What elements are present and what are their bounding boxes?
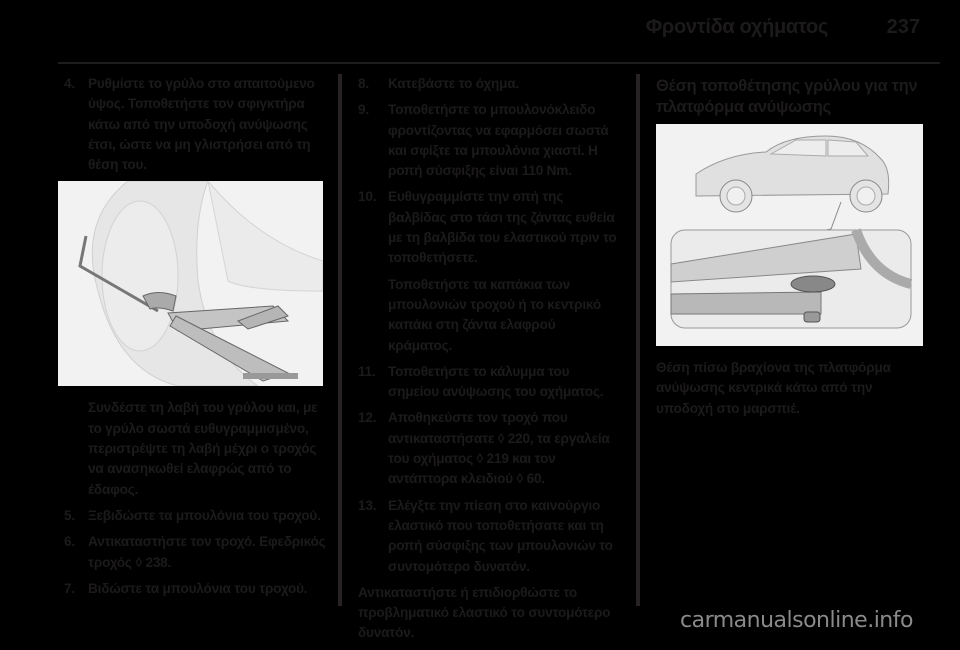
column-1 <box>64 74 330 605</box>
step-6 <box>64 532 330 573</box>
column-divider <box>636 74 640 606</box>
step-text: Ρυθμίστε το γρύλο στο απαιτούμενο ύψος. Τοποθετήστε τον σφιγκτήρα κάτω από την υποδοχή ανύψωσης έτσι, ώστε να μη γλιστρήσει από τη θέση του. <box>88 76 315 173</box>
step-5 <box>64 506 330 526</box>
step-number: 11. <box>358 363 376 379</box>
step-number: 6. <box>64 534 75 550</box>
step-text: Αποθηκεύστε τον τροχό που αντικαταστήσατε ◊ 220, τα εργαλεία του οχήματος ◊ 219 και τον αντάπτορα κλειδιού ◊ 60. <box>388 410 610 487</box>
figure-caption: Θέση πίσω βραχίονα της πλατφόρμα ανύψωσης κεντρικά κάτω από την υποδοχή στο μαρσπιέ. <box>656 360 891 416</box>
column-3 <box>656 74 928 425</box>
section-title: Φροντίδα οχήματος <box>645 16 828 38</box>
jack-under-car-icon <box>58 181 323 386</box>
step-number: 9. <box>358 102 369 118</box>
step-text: Αντικαταστήστε τον τροχό. Εφεδρικός τροχός ◊ 238. <box>88 534 326 570</box>
car-lift-point-icon <box>656 124 923 346</box>
step-text: Βιδώστε τα μπουλόνια του τροχού. <box>88 580 308 596</box>
step-text: Ευθυγραμμίστε την οπή της βαλβίδας στο τάσι της ζάντας ευθεία με τη βαλβίδα του ελαστικού πριν το τοποθετήσετε. <box>388 189 617 266</box>
step-8 <box>358 74 622 94</box>
closing-note: Αντικαταστήστε ή επιδιορθώστε το προβληματικό ελαστικό το συντομότερο δυνατόν. <box>358 584 611 641</box>
step-text: Ελέγξτε την πίεση στο καινούργιο ελαστικό που τοποθετήσατε και τη ροπή σύσφιξης των μπουλονιών το συντομότερο δυνατόν. <box>388 497 613 574</box>
step-13 <box>358 496 622 577</box>
step-10-note: Τοποθετήστε τα καπάκια των μπουλονιών τροχού ή το κεντρικό καπάκι στη ζάντα ελαφρού κράματος. <box>388 276 601 353</box>
column-2 <box>358 74 622 650</box>
step-number: 10. <box>358 189 377 205</box>
page-number: 237 <box>886 16 920 38</box>
watermark: carmanualsonline.info <box>680 608 913 633</box>
page-header <box>58 0 940 64</box>
step-text: Ξεβιδώστε τα μπουλόνια του τροχού. <box>88 507 321 523</box>
step-11 <box>358 362 622 403</box>
section-heading: Θέση τοποθέτησης γρύλου για την πλατφόρμα ανύψωσης <box>656 77 918 116</box>
step-number: 8. <box>358 76 369 91</box>
step-12 <box>358 408 622 489</box>
step-7 <box>64 579 330 599</box>
step-text: Κατεβάστε το όχημα. <box>388 76 519 91</box>
step-10 <box>358 187 622 268</box>
step-number: 12. <box>358 410 377 426</box>
step-number: 4. <box>64 76 75 91</box>
jack-illustration <box>58 181 323 386</box>
lift-point-illustration <box>656 124 923 346</box>
step-text: Τοποθετήστε το μπουλονόκλειδο φροντίζοντας να εφαρμόσει σωστά και σφίξτε τα μπουλόνια χιαστί. Η ροπή σύσφιξης είναι 110 Nm. <box>388 102 609 179</box>
step-number: 13. <box>358 497 377 513</box>
step-9 <box>358 100 622 181</box>
step-text: Τοποθετήστε το κάλυμμα του σημείου ανύψωσης του οχήματος. <box>388 363 604 400</box>
step-4 <box>64 74 330 175</box>
step-4-continuation: Συνδέστε τη λαβή του γρύλου και, με το γρύλο σωστά ευθυγραμμισμένο, περιστρέψτε τη λαβή μέχρι ο τροχός να ανασηκωθεί ελαφρώς από το έδαφος. <box>88 400 318 497</box>
column-divider <box>338 74 342 606</box>
step-number: 5. <box>64 507 75 523</box>
step-number: 7. <box>64 580 75 596</box>
